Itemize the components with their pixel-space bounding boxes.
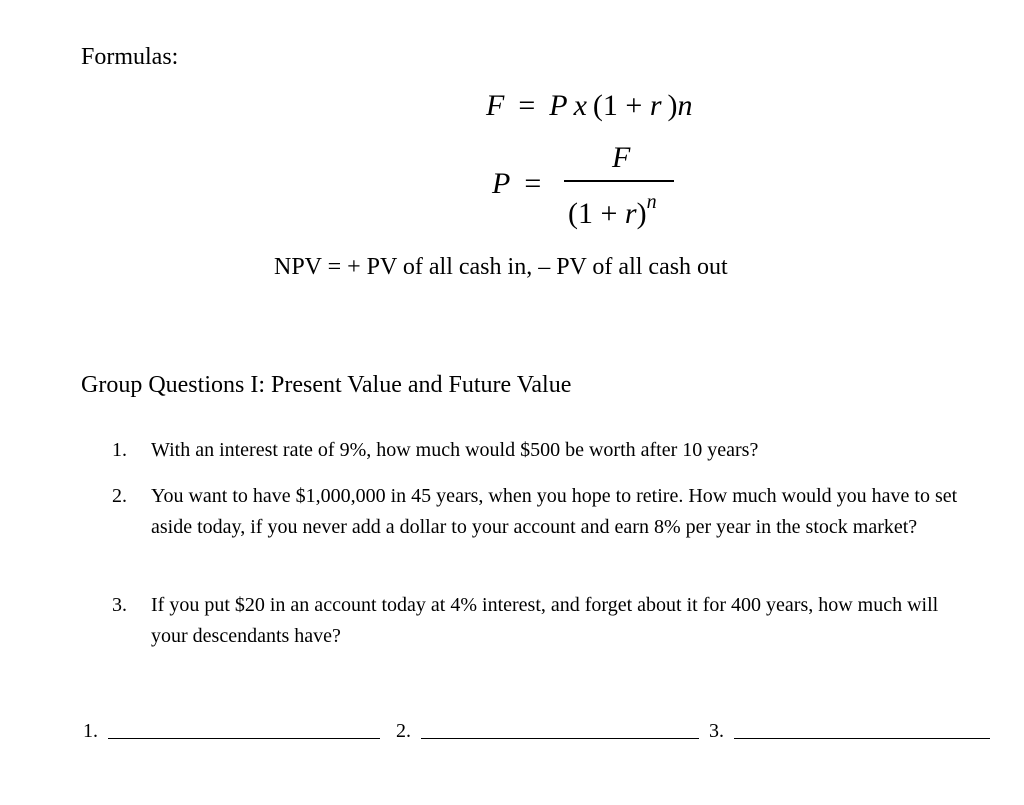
fv-multiply-symbol: x [573,89,587,122]
question-number: 2. [112,485,127,507]
pv-fraction-bar [564,180,674,182]
pv-equals-sign: = [524,167,542,200]
answer-line[interactable] [734,738,990,739]
pv-den-exponent: n [646,191,657,213]
fv-principal-variable: P [549,89,568,122]
fv-base-open: (1 + [592,89,650,122]
npv-formula: NPV = + PV of all cash in, – PV of all cash out [274,254,728,280]
pv-lhs-variable: P [492,167,511,200]
pv-den-rate-variable: r [624,197,637,230]
question-number: 1. [112,439,127,461]
answer-line[interactable] [421,738,699,739]
question-text: With an interest rate of 9%, how much would $500 be worth after 10 years? [151,439,759,461]
fv-base-close: ) [667,89,678,122]
formulas-heading: Formulas: [81,44,179,70]
pv-lhs [492,164,555,204]
answer-blank-2[interactable] [396,718,411,744]
answer-label: 1. [83,720,98,742]
question-item-2 [112,481,972,543]
question-text: You want to have $1,000,000 in 45 years, when you hope to retire. How much would you have to set aside today, if you never add a dollar to your account and earn 8% per year in the stock market? [151,485,958,538]
answer-label: 3. [709,720,724,742]
pv-numerator: F [612,141,631,174]
answer-label: 2. [396,720,411,742]
question-text: If you put $20 in an account today at 4% interest, and forget about it for 400 years, how much will your descendants have? [151,594,939,647]
fv-periods-variable: n [677,89,693,122]
question-number: 3. [112,594,127,616]
answer-line[interactable] [108,738,380,739]
fv-equals-sign: = [518,89,536,122]
future-value-formula [486,86,693,126]
section-heading: Group Questions I: Present Value and Future Value [81,372,572,398]
answer-blank-1[interactable] [83,718,98,744]
pv-denominator [568,188,657,232]
question-item-1 [112,435,972,466]
answer-blank-3[interactable] [709,718,724,744]
present-value-formula [492,140,692,230]
question-item-3 [112,590,972,652]
fv-rate-variable: r [649,89,662,122]
pv-den-base: (1 + [568,197,625,230]
pv-den-close: ) [636,197,647,230]
fv-lhs-variable: F [486,89,505,122]
